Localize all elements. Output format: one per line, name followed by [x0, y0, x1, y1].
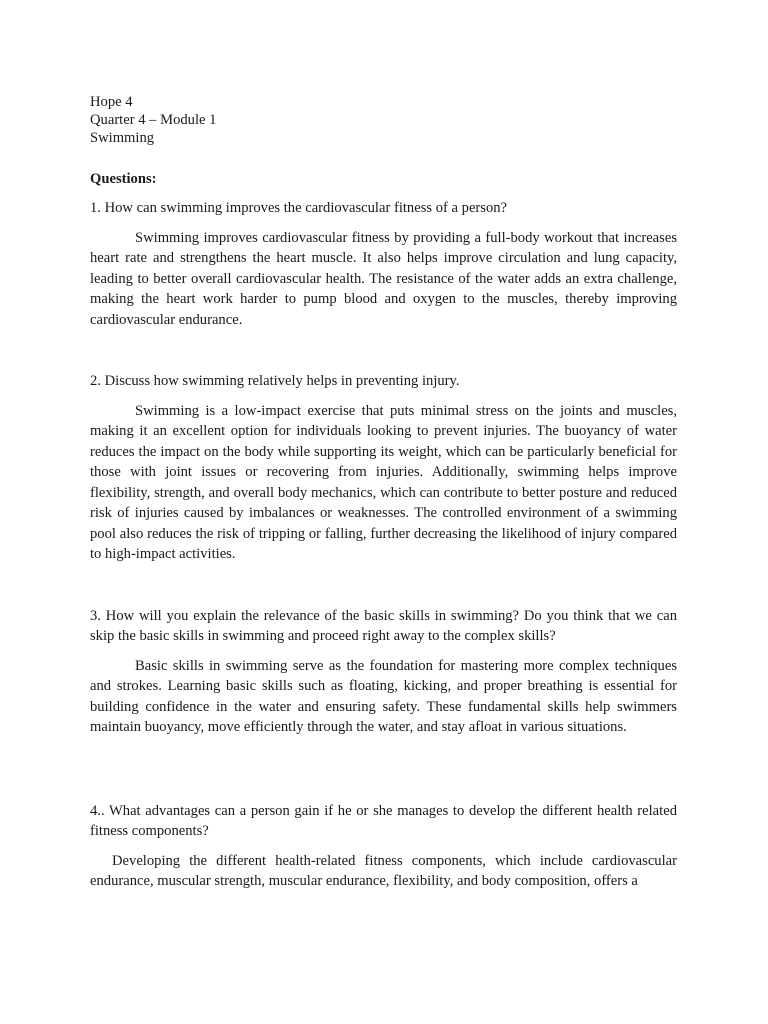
- topic-title: Swimming: [90, 130, 155, 146]
- course-title: Hope 4: [90, 94, 133, 110]
- questions-heading: Questions:: [90, 171, 157, 187]
- question-2: 2. Discuss how swimming relatively helps in preventing injury.: [90, 373, 460, 389]
- answer-2: Swimming is a low-impact exercise that puts minimal stress on the joints and muscles, making it an excellent option for individuals looking to prevent injuries. The buoyancy of water reduces the impact on the body while supporting its weight, which can be particularly beneficial for those with joint issues or recovering from injuries. Additionally, swimming helps improve flexibility, strength, and overall body mechanics, which can contribute to better posture and reduced risk of injuries caused by imbalances or weaknesses. The controlled environment of a swimming pool also reduces the risk of tripping or falling, further decreasing the likelihood of injury compared to high-impact activities.: [90, 402, 677, 562]
- answer-4: Developing the different health-related fitness components, which include cardiovascular endurance, muscular strength, muscular endurance, flexibility, and body composition, offers a: [90, 852, 677, 889]
- answer-3: Basic skills in swimming serve as the foundation for mastering more complex techniques and strokes. Learning basic skills such as floating, kicking, and proper breathing is essential for building confidence in the water and ensuring safety. These fundamental skills help swimmers maintain buoyancy, move efficiently through the water, and stay afloat in various situations.: [90, 657, 677, 735]
- document-page: [90, 93, 677, 892]
- document-header: [90, 93, 677, 147]
- question-4: 4.. What advantages can a person gain if he or she manages to develop the different health related fitness components?: [90, 802, 677, 839]
- module-title: Quarter 4 – Module 1: [90, 112, 217, 128]
- question-3: 3. How will you explain the relevance of the basic skills in swimming? Do you think that we can skip the basic skills in swimming and proceed right away to the complex skills?: [90, 607, 677, 644]
- answer-1: Swimming improves cardiovascular fitness by providing a full-body workout that increases heart rate and strengthens the heart muscle. It also helps improve circulation and lung capacity, leading to better overall cardiovascular health. The resistance of the water adds an extra challenge, making the heart work harder to pump blood and oxygen to the muscles, thereby improving cardiovascular endurance.: [90, 229, 677, 328]
- question-1: 1. How can swimming improves the cardiovascular fitness of a person?: [90, 200, 508, 216]
